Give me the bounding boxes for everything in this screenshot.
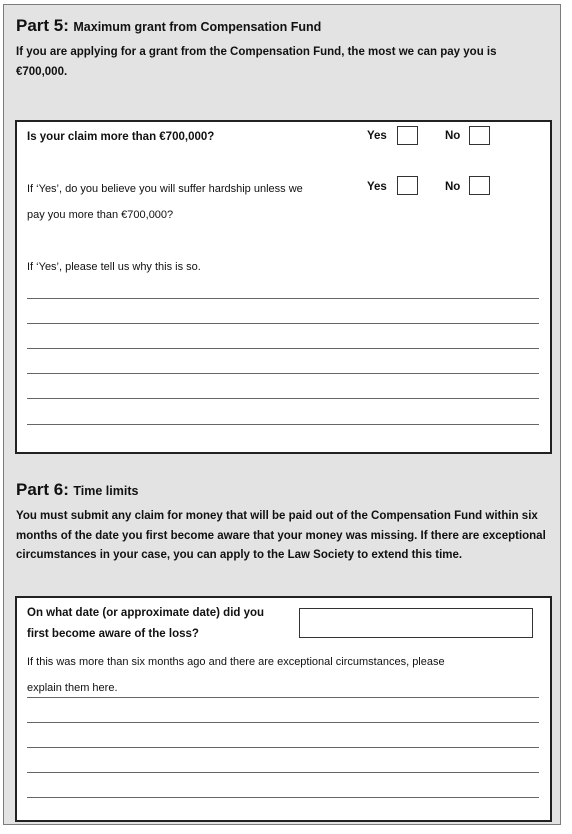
answer-line[interactable] (27, 323, 539, 324)
answer-line[interactable] (27, 348, 539, 349)
part6-intro: You must submit any claim for money that will be paid out of the Compensation Fund within six months of the date you first become aware that your money was missing. If there are exceptional circumstances in your case, you can apply to the Law Society to extend this time. (16, 510, 546, 561)
part5-box (15, 120, 552, 454)
date-question-line2: first become aware of the loss? (27, 628, 199, 640)
q2-yes-label: Yes (367, 181, 387, 193)
explain-line[interactable] (27, 772, 539, 773)
q1-no-label: No (445, 130, 461, 142)
explain-line[interactable] (27, 697, 539, 698)
q3-text: If ‘Yes’, please tell us why this is so. (27, 261, 201, 273)
loss-date-input[interactable] (299, 608, 533, 638)
explain-line[interactable] (27, 797, 539, 798)
q2-text-line1: If ‘Yes’, do you believe you will suffer hardship unless we (27, 183, 303, 195)
q1-no-checkbox[interactable] (469, 126, 490, 145)
q2-yes-checkbox[interactable] (397, 176, 418, 195)
date-question-line1: On what date (or approximate date) did you (27, 607, 265, 619)
q2-text-line2: pay you more than €700,000? (27, 209, 174, 221)
explain-line[interactable] (27, 747, 539, 748)
explain-text-line1: If this was more than six months ago and there are exceptional circumstances, please (27, 656, 445, 668)
part6-box (15, 596, 552, 822)
part6-title: Time limits (73, 484, 139, 498)
answer-line[interactable] (27, 424, 539, 425)
form-page (3, 4, 561, 825)
part6-heading (16, 480, 138, 500)
q1-yes-label: Yes (367, 130, 387, 142)
q1-text: Is your claim more than €700,000? (27, 131, 215, 143)
explain-line[interactable] (27, 722, 539, 723)
part5-intro: If you are applying for a grant from the Compensation Fund, the most we can pay you is €700,000. (16, 46, 497, 78)
explain-text-line2: explain them here. (27, 682, 118, 694)
answer-line[interactable] (27, 398, 539, 399)
part5-number: Part 5: (16, 16, 69, 35)
answer-line[interactable] (27, 298, 539, 299)
part5-title: Maximum grant from Compensation Fund (73, 20, 322, 34)
q1-yes-checkbox[interactable] (397, 126, 418, 145)
answer-line[interactable] (27, 373, 539, 374)
q2-no-checkbox[interactable] (469, 176, 490, 195)
q2-no-label: No (445, 181, 461, 193)
part5-heading (16, 16, 321, 36)
part6-number: Part 6: (16, 480, 69, 499)
